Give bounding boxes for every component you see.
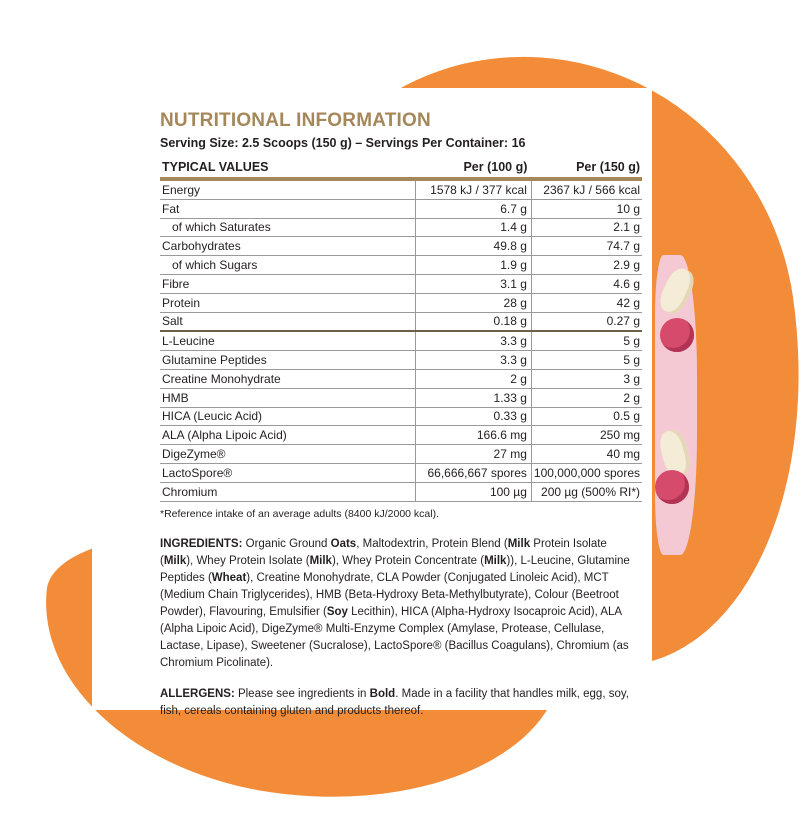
- value-per-150g: 40 mg: [531, 445, 642, 464]
- serving-size-label: Serving Size:: [160, 136, 239, 150]
- nutrient-name: of which Sugars: [160, 256, 416, 275]
- nutrient-name: HICA (Leucic Acid): [160, 407, 416, 426]
- value-per-150g: 42 g: [531, 293, 642, 312]
- table-row: [160, 388, 642, 407]
- nutrient-name: Chromium: [160, 482, 416, 501]
- table-row: [160, 445, 642, 464]
- table-row: [160, 463, 642, 482]
- table-body: [160, 179, 642, 501]
- value-per-100g: 3.3 g: [416, 351, 532, 370]
- value-per-100g: 2 g: [416, 369, 532, 388]
- nutrient-name: Fat: [160, 199, 416, 218]
- value-per-100g: 0.33 g: [416, 407, 532, 426]
- value-per-150g: 10 g: [531, 199, 642, 218]
- value-per-100g: 66,666,667 spores: [416, 463, 532, 482]
- table-row: [160, 482, 642, 501]
- nutrient-name: Salt: [160, 312, 416, 331]
- serving-dash: –: [355, 136, 363, 150]
- value-per-150g: 4.6 g: [531, 274, 642, 293]
- value-per-150g: 2.1 g: [531, 218, 642, 237]
- allergen-highlight: Soy: [326, 605, 348, 618]
- allergens-bold-word: Bold: [369, 687, 396, 700]
- value-per-100g: 1.4 g: [416, 218, 532, 237]
- allergen-highlight: Wheat: [211, 571, 247, 584]
- page-title: NUTRITIONAL INFORMATION: [160, 110, 431, 131]
- table-row: [160, 237, 642, 256]
- table-row: [160, 351, 642, 370]
- table-row: [160, 218, 642, 237]
- value-per-100g: 1.9 g: [416, 256, 532, 275]
- nutrient-name: DigeZyme®: [160, 445, 416, 464]
- value-per-150g: 0.5 g: [531, 407, 642, 426]
- nutrient-name: ALA (Alpha Lipoic Acid): [160, 426, 416, 445]
- table-row: [160, 199, 642, 218]
- table-header-row: [160, 158, 642, 179]
- allergens-text-before: Please see ingredients in: [237, 687, 367, 700]
- nutrient-name: Creatine Monohydrate: [160, 369, 416, 388]
- nutrient-name: HMB: [160, 388, 416, 407]
- value-per-150g: 200 µg (500% RI*): [531, 482, 642, 501]
- value-per-100g: 166.6 mg: [416, 426, 532, 445]
- value-per-100g: 100 µg: [416, 482, 532, 501]
- nutrient-name: Fibre: [160, 274, 416, 293]
- value-per-150g: 0.27 g: [531, 312, 642, 331]
- table-row: [160, 293, 642, 312]
- value-per-150g: 5 g: [531, 331, 642, 350]
- value-per-100g: 3.3 g: [416, 331, 532, 350]
- nutrient-name: Glutamine Peptides: [160, 351, 416, 370]
- column-header-per-100g: Per (100 g): [416, 158, 532, 179]
- value-per-100g: 27 mg: [416, 445, 532, 464]
- column-header-typical-values: TYPICAL VALUES: [160, 158, 416, 179]
- value-per-100g: 49.8 g: [416, 237, 532, 256]
- value-per-150g: 100,000,000 spores: [531, 463, 642, 482]
- nutrient-name: of which Saturates: [160, 218, 416, 237]
- table-row: [160, 331, 642, 350]
- value-per-150g: 5 g: [531, 351, 642, 370]
- allergens-label: ALLERGENS:: [160, 687, 235, 700]
- value-per-150g: 74.7 g: [531, 237, 642, 256]
- raspberry-icon: [655, 470, 689, 504]
- value-per-100g: 0.18 g: [416, 312, 532, 331]
- nutrition-label: [160, 110, 642, 720]
- allergen-highlight: Milk: [484, 554, 507, 567]
- ingredients-label: INGREDIENTS:: [160, 537, 243, 550]
- allergens-section: [160, 686, 642, 720]
- allergen-highlight: Milk: [507, 537, 531, 550]
- table-row: [160, 274, 642, 293]
- value-per-150g: 250 mg: [531, 426, 642, 445]
- table-row: [160, 256, 642, 275]
- value-per-150g: 2367 kJ / 566 kcal: [531, 179, 642, 199]
- nutrient-name: Carbohydrates: [160, 237, 416, 256]
- servings-per-container-label: Servings Per Container:: [365, 136, 509, 150]
- value-per-150g: 2 g: [531, 388, 642, 407]
- footnote: *Reference intake of an average adults (8400 kJ/2000 kcal).: [160, 507, 440, 520]
- column-header-per-150g: Per (150 g): [531, 158, 642, 179]
- value-per-150g: 3 g: [531, 369, 642, 388]
- value-per-100g: 6.7 g: [416, 199, 532, 218]
- value-per-100g: 28 g: [416, 293, 532, 312]
- table-row: [160, 312, 642, 331]
- value-per-100g: 1.33 g: [416, 388, 532, 407]
- value-per-100g: 3.1 g: [416, 274, 532, 293]
- serving-info: [160, 134, 642, 152]
- allergen-highlight: Milk: [163, 554, 187, 567]
- table-row: [160, 179, 642, 199]
- allergen-highlight: Milk: [309, 554, 332, 567]
- nutrient-name: Energy: [160, 179, 416, 199]
- value-per-100g: 1578 kJ / 377 kcal: [416, 179, 532, 199]
- table-row: [160, 407, 642, 426]
- serving-size-value: 2.5 Scoops (150 g): [241, 136, 352, 150]
- nutrition-table: [160, 158, 642, 502]
- table-row: [160, 426, 642, 445]
- table-row: [160, 369, 642, 388]
- ingredients-section: [160, 536, 642, 672]
- servings-per-container-value: 16: [511, 136, 526, 150]
- nutrient-name: L-Leucine: [160, 331, 416, 350]
- nutrient-name: LactoSpore®: [160, 463, 416, 482]
- allergen-highlight: Oats: [330, 537, 357, 550]
- ingredients-text: Organic Ground Oats, Maltodextrin, Protein Blend (Milk Protein Isolate (Milk), Whey Protein Isolate (Milk), Whey Protein Concentrate (Milk)), L-Leucine, Glutamine Peptides (Wheat), Creatine Monohydrate, CLA Powder (Conjugated Linoleic Acid), MCT (Medium Chain Triglycerides), HMB (Beta-Hydroxy Beta-Methylbutyrate), Colour (Beetroot Powder), Flavouring, Emulsifier (Soy Lecithin), HICA (Alpha-Hydroxy Isocaproic Acid), ALA (Alpha Lipoic Acid), DigeZyme® Multi-Enzyme Complex (Amylase, Protease, Cellulase, Lactase, Lipase), Sweetener (Sucralose), LactoSpore® (Bacillus Coagulans), Chromium (as Chromium Picolinate).: [160, 537, 630, 669]
- value-per-150g: 2.9 g: [531, 256, 642, 275]
- nutrient-name: Protein: [160, 293, 416, 312]
- allergens-text-after: . Made in a facility that handles milk, egg, soy, fish, cereals containing gluten and products thereof.: [160, 687, 629, 717]
- raspberry-icon: [660, 318, 694, 352]
